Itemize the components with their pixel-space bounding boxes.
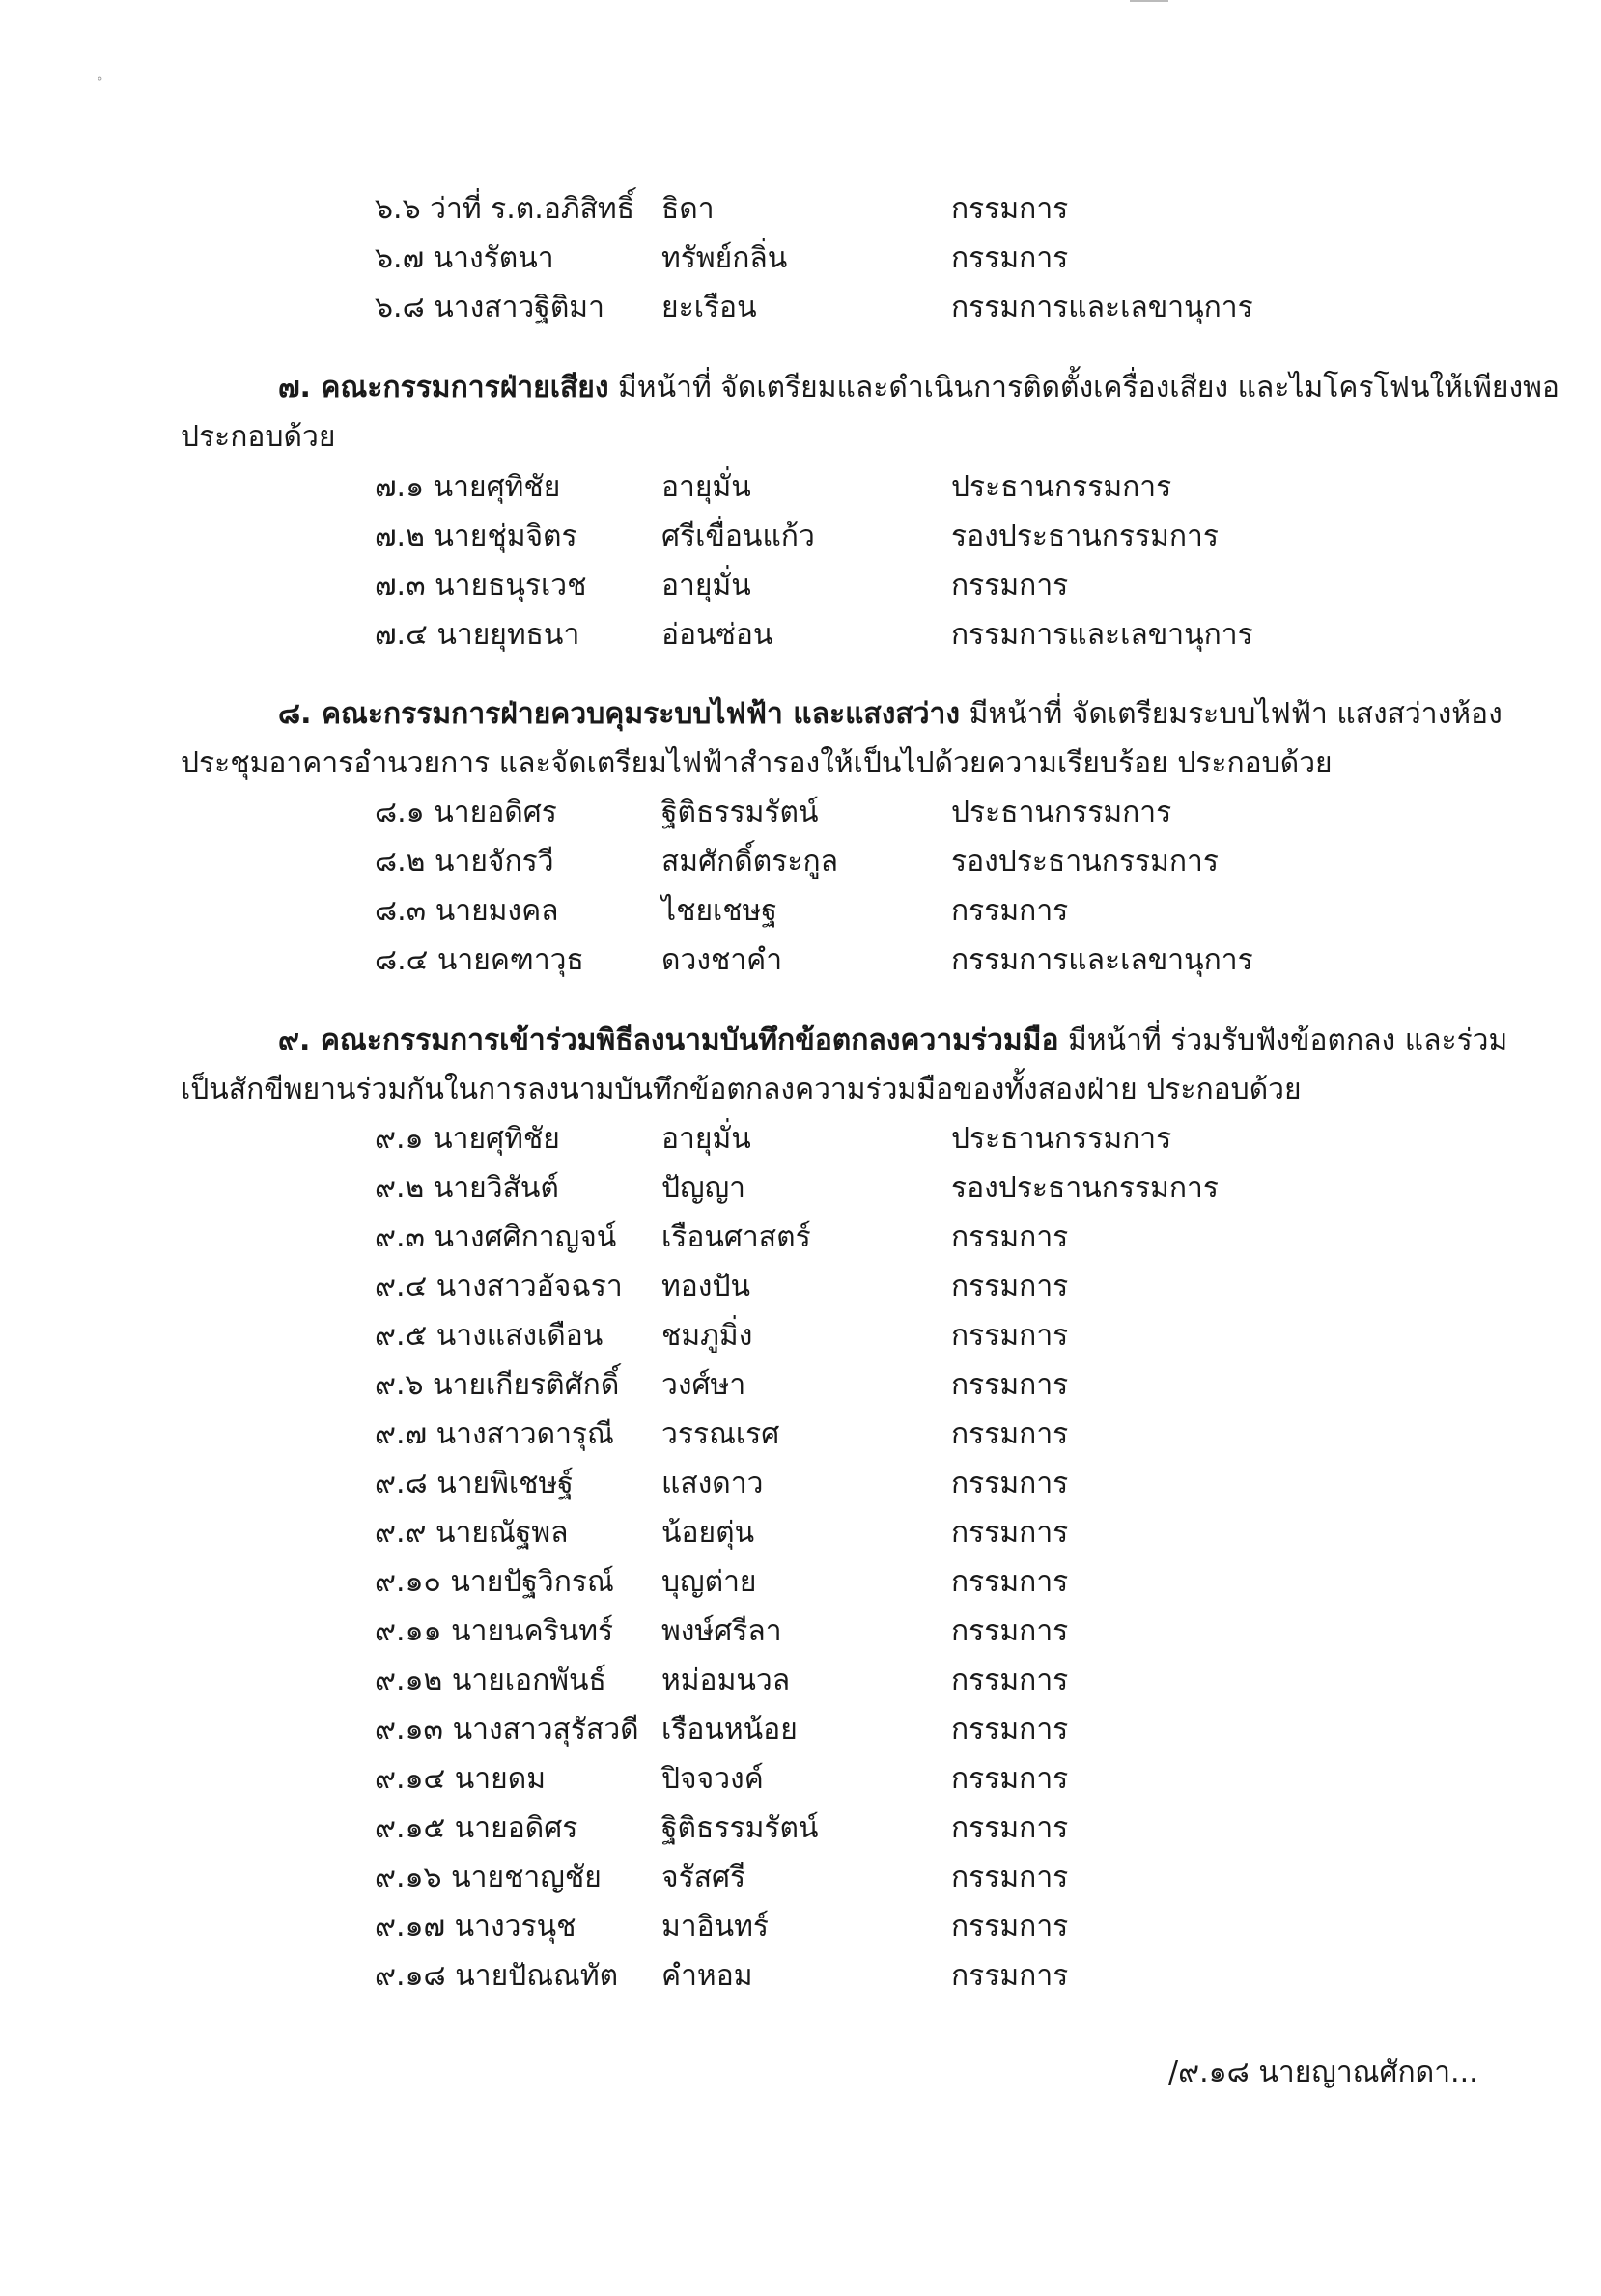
member-role: กรรมการ [951, 1565, 1069, 1599]
member-surname: ชมภูมิ่ง [661, 1319, 753, 1353]
member-name: ๙.๒ นายวิสันต์ [375, 1171, 559, 1205]
member-role: กรรมการ [951, 569, 1069, 602]
member-row [0, 1951, 1601, 2001]
member-name: ๙.๑๓ นางสาวสุรัสวดี [375, 1713, 639, 1747]
member-name: ๙.๗ นางสาวดารุณี [375, 1417, 614, 1451]
member-role: กรรมการ [951, 1910, 1069, 1944]
scan-artifact [1130, 0, 1168, 2]
member-row [0, 462, 1601, 512]
member-role: กรรมการ [951, 894, 1069, 928]
section7-title: ๗. คณะกรรมการฝ่ายเสียง [278, 371, 609, 405]
member-row [0, 234, 1601, 283]
member-name: ๖.๗ นางรัตนา [375, 241, 554, 275]
member-role: กรรมการและเลขานุการ [951, 943, 1253, 977]
member-name: ๙.๖ นายเกียรติศักดิ์ [375, 1368, 620, 1402]
member-role: กรรมการ [951, 1417, 1069, 1451]
member-name: ๗.๑ นายศุทิชัย [375, 470, 561, 504]
member-name: ๖.๘ นางสาวฐิติมา [375, 291, 604, 324]
member-role: ประธานกรรมการ [951, 796, 1172, 829]
member-surname: น้อยตุ่น [661, 1516, 755, 1550]
member-row [0, 788, 1601, 837]
member-surname: มาอินทร์ [661, 1910, 770, 1944]
member-name: ๙.๑๘ นายปัณณทัต [375, 1959, 619, 1993]
member-row [0, 184, 1601, 234]
member-name: ๙.๑๔ นายดม [375, 1762, 546, 1796]
section7-member-list [0, 462, 1601, 659]
member-surname: อายุมั่น [661, 569, 751, 602]
section9-duty: มีหน้าที่ ร่วมรับฟังข้อตกลง และร่วม [1058, 1023, 1508, 1057]
member-surname: ทรัพย์กลิ่น [661, 241, 788, 275]
member-row [0, 1262, 1601, 1311]
member-surname: เรือนหน้อย [661, 1713, 798, 1747]
member-role: กรรมการ [951, 1220, 1069, 1254]
member-row [0, 837, 1601, 886]
member-surname: วงศ์ษา [661, 1368, 746, 1402]
member-row [0, 1360, 1601, 1410]
member-surname: ปิจจวงค์ [661, 1762, 764, 1796]
member-role: รองประธานกรรมการ [951, 1171, 1220, 1205]
member-surname: คำหอม [661, 1959, 753, 1993]
member-name: ๙.๓ นางศศิกาญจน์ [375, 1220, 617, 1254]
member-row [0, 1902, 1601, 1951]
member-role: กรรมการ [951, 1664, 1069, 1697]
member-surname: ยะเรือน [661, 291, 757, 324]
member-row [0, 1508, 1601, 1557]
member-role: รองประธานกรรมการ [951, 845, 1220, 879]
member-surname: วรรณเรศ [661, 1417, 780, 1451]
member-name: ๙.๙ นายณัฐพล [375, 1516, 569, 1550]
member-surname: อ่อนซ่อน [661, 618, 773, 652]
member-name: ๙.๑ นายศุทิชัย [375, 1122, 560, 1156]
member-role: กรรมการ [951, 1270, 1069, 1303]
member-row [0, 936, 1601, 985]
member-role: กรรมการและเลขานุการ [951, 618, 1253, 652]
member-name: ๙.๕ นางแสงเดือน [375, 1319, 604, 1353]
member-name: ๙.๑๕ นายอดิศร [375, 1811, 578, 1845]
section9-title: ๙. คณะกรรมการเข้าร่วมพิธีลงนามบันทึกข้อตกลงความร่วมมือ [278, 1023, 1059, 1057]
member-surname: แสงดาว [661, 1467, 764, 1500]
member-role: กรรมการ [951, 1762, 1069, 1796]
member-role: กรรมการ [951, 1319, 1069, 1353]
member-name: ๙.๔ นางสาวอัจฉรา [375, 1270, 623, 1303]
scan-speck: ˚ [97, 77, 103, 93]
member-role: ประธานกรรมการ [951, 470, 1172, 504]
member-name: ๗.๓ นายธนุรเวช [375, 569, 587, 602]
member-row [0, 1114, 1601, 1163]
member-name: ๙.๑๑ นายนครินทร์ [375, 1614, 614, 1648]
section8-duty-cont: ประชุมอาคารอำนวยการ และจัดเตรียมไฟฟ้าสำรองให้เป็นไปด้วยความเรียบร้อย ประกอบด้วย [181, 746, 1333, 780]
member-row [0, 512, 1601, 561]
member-surname: บุญต่าย [661, 1565, 757, 1599]
section8-member-list [0, 788, 1601, 985]
member-surname: ไชยเชษฐ [661, 894, 777, 928]
section9-duty-cont: เป็นสักขีพยานร่วมกันในการลงนามบันทึกข้อตกลงความร่วมมือของทั้งสองฝ่าย ประกอบด้วย [181, 1073, 1302, 1106]
member-surname: อายุมั่น [661, 1122, 751, 1156]
member-role: กรรมการ [951, 1861, 1069, 1894]
member-surname: จรัสศรี [661, 1861, 746, 1894]
member-surname: ทองปัน [661, 1270, 750, 1303]
member-surname: เรือนศาสตร์ [661, 1220, 811, 1254]
member-role: กรรมการ [951, 241, 1069, 275]
member-name: ๗.๒ นายชุ่มจิตร [375, 519, 577, 553]
member-row [0, 561, 1601, 610]
member-row [0, 1804, 1601, 1853]
member-row [0, 1459, 1601, 1508]
member-surname: หม่อมนวล [661, 1664, 791, 1697]
member-row [0, 1656, 1601, 1705]
member-surname: ธิดา [661, 192, 715, 226]
member-surname: ฐิติธรรมรัตน์ [661, 1811, 819, 1845]
member-role: กรรมการ [951, 1713, 1069, 1747]
member-name: ๙.๑๒ นายเอกพันธ์ [375, 1664, 606, 1697]
continuation-footer: /๙.๑๘ นายญาณศักดา... [1168, 2056, 1478, 2089]
member-name: ๘.๑ นายอดิศร [375, 796, 557, 829]
member-surname: ฐิติธรรมรัตน์ [661, 796, 819, 829]
section8-duty: มีหน้าที่ จัดเตรียมระบบไฟฟ้า แสงสว่างห้อง [960, 697, 1503, 731]
member-name: ๙.๑๐ นายปัฐวิกรณ์ [375, 1565, 614, 1599]
member-row [0, 610, 1601, 659]
member-role: กรรมการและเลขานุการ [951, 291, 1253, 324]
member-role: กรรมการ [951, 1614, 1069, 1648]
member-role: กรรมการ [951, 1368, 1069, 1402]
member-row [0, 1705, 1601, 1754]
section8-title: ๘. คณะกรรมการฝ่ายควบคุมระบบไฟฟ้า และแสงสว่าง [278, 697, 961, 731]
member-name: ๖.๖ ว่าที่ ร.ต.อภิสิทธิ์ [375, 192, 635, 226]
member-name: ๘.๒ นายจักรวี [375, 845, 554, 879]
member-name: ๙.๘ นายพิเชษฐ์ [375, 1467, 574, 1500]
member-row [0, 1607, 1601, 1656]
member-role: กรรมการ [951, 1516, 1069, 1550]
section9-member-list [0, 1114, 1601, 2001]
section7-duty-cont: ประกอบด้วย [181, 420, 336, 454]
member-surname: ศรีเขื่อนแก้ว [661, 519, 815, 553]
member-surname: อายุมั่น [661, 470, 751, 504]
member-row [0, 1754, 1601, 1804]
member-row [0, 1163, 1601, 1213]
member-row [0, 1213, 1601, 1262]
member-row [0, 1410, 1601, 1459]
group6-member-list [0, 184, 1601, 332]
section7-duty: มีหน้าที่ จัดเตรียมและดำเนินการติดตั้งเครื่องเสียง และไมโครโฟนให้เพียงพอ [608, 371, 1559, 405]
member-role: รองประธานกรรมการ [951, 519, 1220, 553]
member-role: ประธานกรรมการ [951, 1122, 1172, 1156]
member-row [0, 886, 1601, 936]
member-row [0, 1557, 1601, 1607]
member-surname: พงษ์ศรีลา [661, 1614, 782, 1648]
member-name: ๙.๑๖ นายชาญชัย [375, 1861, 602, 1894]
member-role: กรรมการ [951, 1959, 1069, 1993]
member-name: ๘.๔ นายคฑาวุธ [375, 943, 584, 977]
member-name: ๙.๑๗ นางวรนุช [375, 1910, 576, 1944]
member-name: ๗.๔ นายยุทธนา [375, 618, 580, 652]
member-row [0, 283, 1601, 332]
member-role: กรรมการ [951, 1811, 1069, 1845]
member-row [0, 1853, 1601, 1902]
member-role: กรรมการ [951, 192, 1069, 226]
member-role: กรรมการ [951, 1467, 1069, 1500]
member-row [0, 1311, 1601, 1360]
member-surname: ดวงชาคำ [661, 943, 783, 977]
member-name: ๘.๓ นายมงคล [375, 894, 559, 928]
member-surname: ปัญญา [661, 1171, 746, 1205]
member-surname: สมศักดิ์ตระกูล [661, 845, 839, 879]
